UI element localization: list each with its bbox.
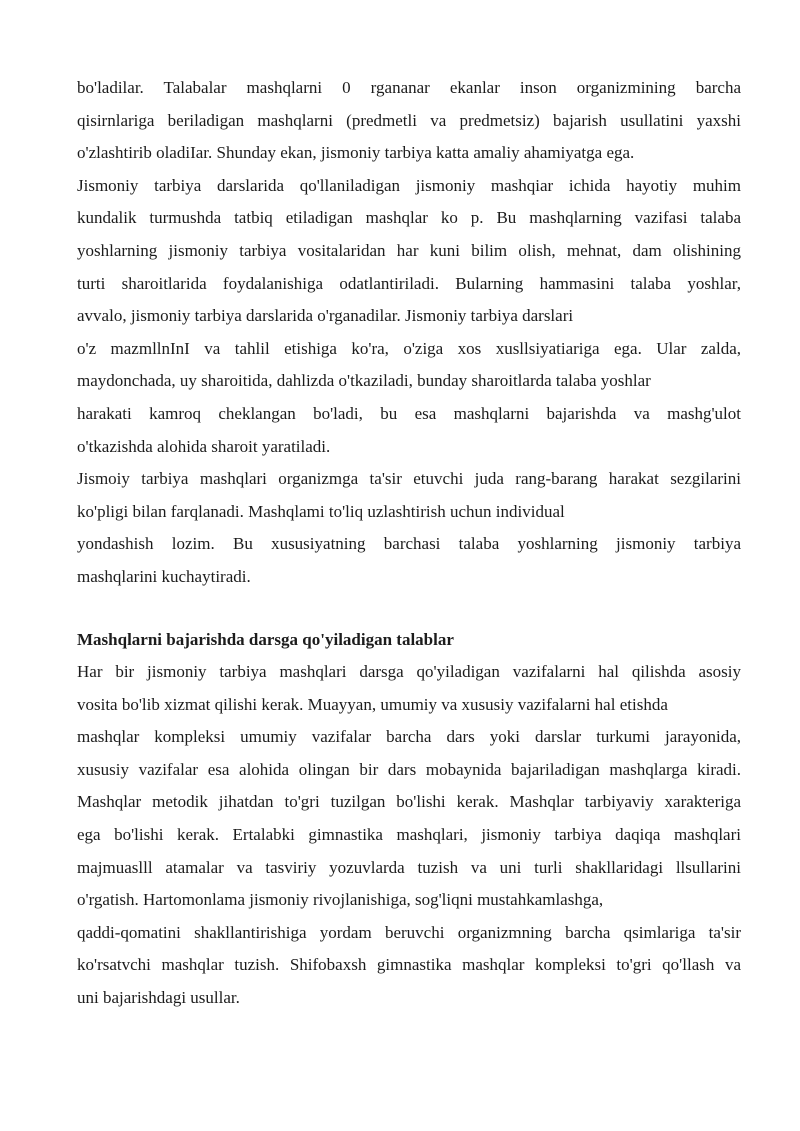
- text-line: mashqlarini kuchaytiradi.: [77, 566, 251, 586]
- text-line: ko'pligi bilan farqlanadi. Mashqlami to'liq uzlashtirish uchun individual: [77, 501, 565, 521]
- text-line: yondashish lozim. Bu xususiyatning barchasi talaba yoshlarning jismoniy tarbiya: [77, 534, 741, 554]
- text-line: o'tkazishda alohida sharoit yaratiladi.: [77, 436, 331, 456]
- text-line: Jismoniy tarbiya darslarida qo'llaniladigan jismoniy mashqiar ichida hayotiy muhim: [77, 175, 741, 195]
- text-line: Jismoiy tarbiya mashqlari organizmga ta'sir etuvchi juda rang-barang harakat sezgilarini: [77, 469, 741, 489]
- text-line: o'zlashtirib oladiIar. Shunday ekan, jismoniy tarbiya katta amaliy ahamiyatga ega.: [77, 143, 635, 163]
- text-line: harakati kamroq cheklangan bo'ladi, bu esa mashqlarni bajarishda va mashg'ulot: [77, 403, 741, 423]
- text-line: qaddi-qomatini shakllantirishiga yordam beruvchi organizmning barcha qsimlariga ta'sir: [77, 922, 741, 942]
- text-line: o'rgatish. Hartomonlama jismoniy rivojlanishiga, sog'liqni mustahkamlashga,: [77, 890, 604, 910]
- paragraph-1: [77, 72, 741, 170]
- text-line: avvalo, jismoniy tarbiya darslarida o'rganadilar. Jismoniy tarbiya darslari: [77, 306, 574, 326]
- text-line: maydonchada, uy sharoitida, dahlizda o'tkaziladi, bunday sharoitlarda talaba yoshlar: [77, 371, 651, 391]
- text-line: uni bajarishdagi usullar.: [77, 988, 240, 1008]
- text-line: Har bir jismoniy tarbiya mashqlari darsga qo'yiladigan vazifalarni hal qilishda asosiy: [77, 662, 741, 682]
- text-line: mashqlar kompleksi umumiy vazifalar barcha dars yoki darslar turkumi jarayonida,: [77, 727, 741, 747]
- text-line: vosita bo'lib xizmat qilishi kerak. Muayyan, umumiy va xususiy vazifalarni hal etishda: [77, 694, 668, 714]
- text-line: kundalik turmushda tatbiq etiladigan mashqlar ko p. Bu mashqlarning vazifasi talaba: [77, 208, 741, 228]
- paragraph-spacer: [77, 594, 741, 624]
- text-line: yoshlarning jismoniy tarbiya vositalaridan har kuni bilim olish, mehnat, dam olishining: [77, 240, 741, 260]
- text-line: o'z mazmllnInI va tahlil etishiga ko'ra, o'ziga xos xusllsiyatiariga ega. Ular zalda,: [77, 338, 741, 358]
- text-line: qisirnlariga beriladigan mashqlarni (predmetli va predmetsiz) bajarish usullatini yaxshi: [77, 110, 741, 130]
- paragraph-2: [77, 170, 741, 463]
- text-line: xususiy vazifalar esa alohida olingan bir dars mobaynida bajariladigan mashqlarga kiradi.: [77, 759, 741, 779]
- text-line: ko'rsatvchi mashqlar tuzish. Shifobaxsh gimnastika mashqlar kompleksi to'gri qo'llash va: [77, 955, 741, 975]
- text-line: ega bo'lishi kerak. Ertalabki gimnastika mashqlari, jismoniy tarbiya daqiqa mashqlari: [77, 825, 741, 845]
- document-page: [77, 72, 741, 1015]
- text-line: turti sharoitlarida foydalanishiga odatlantiriladi. Bularning hammasini talaba yoshlar,: [77, 273, 741, 293]
- section-requirements: [77, 624, 741, 1015]
- text-line: bo'ladilar. Talabalar mashqlarni 0 rgananar ekanlar inson organizmining barcha: [77, 78, 741, 97]
- paragraph-3: [77, 463, 741, 593]
- section-heading: Mashqlarni bajarishda darsga qo'yiladigan talablar: [77, 629, 454, 649]
- text-line: majmuaslll atamalar va tasviriy yozuvlarda tuzish va uni turli shakllaridagi llsullarini: [77, 857, 741, 877]
- text-line: Mashqlar metodik jihatdan to'gri tuzilgan bo'lishi kerak. Mashqlar tarbiyaviy xarakteriga: [77, 792, 741, 812]
